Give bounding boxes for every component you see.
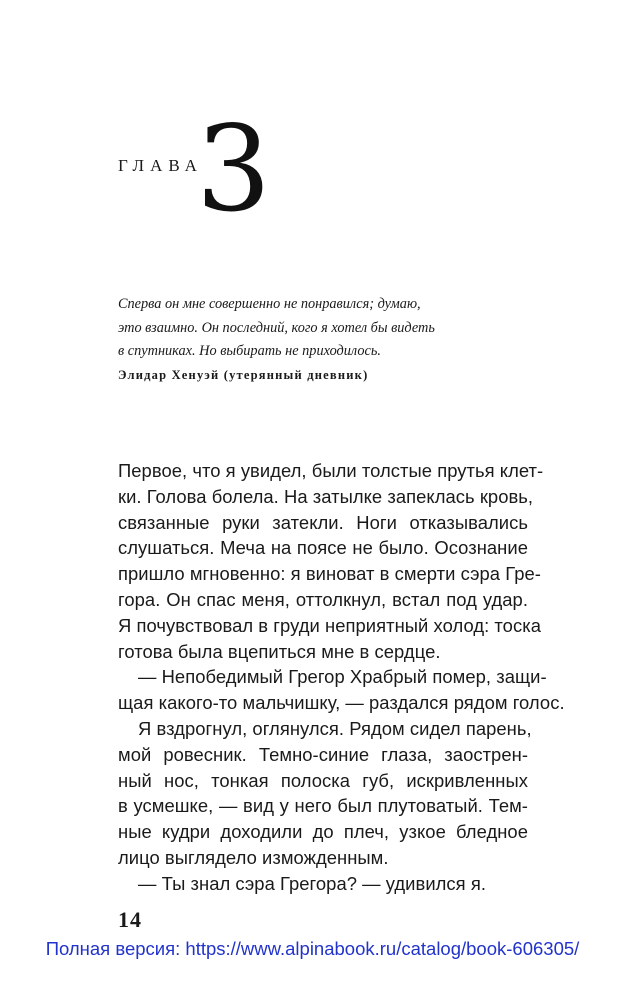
epigraph-line: в спутниках. Но выбирать не приходилось.	[118, 343, 381, 359]
full-version-link[interactable]: Полная версия: https://www.alpinabook.ru/catalog/book-606305/	[45, 938, 580, 959]
body-line: пришло мгновенно: я виноват в смерти сэра Гре-	[118, 563, 541, 585]
body-line: связанные руки затекли. Ноги отказывались	[118, 511, 528, 533]
body-line: ки. Голова болела. На затылке запеклась кровь,	[118, 485, 534, 507]
body-line: щая какого-то мальчишку, — раздался рядом голос.	[118, 692, 565, 714]
body-line: Я вздрогнул, оглянулся. Рядом сидел парень,	[138, 717, 532, 739]
epigraph-author: Элидар Хенуэй (утерянный дневник)	[118, 367, 369, 382]
body-line: лицо выглядело изможденным.	[118, 846, 389, 868]
epigraph	[118, 293, 518, 383]
body-line: — Непобедимый Грегор Храбрый помер, защи-	[138, 666, 547, 688]
chapter-number: 3	[196, 100, 272, 238]
page-number: 14	[118, 907, 142, 932]
body-line: гора. Он спас меня, оттолкнул, встал под удар.	[118, 588, 528, 610]
body-line: мой ровесник. Темно-синие глаза, заострен-	[118, 743, 528, 765]
epigraph-line: это взаимно. Он последний, кого я хотел бы видеть	[118, 319, 435, 336]
body-line: готова была вцепиться мне в сердце.	[118, 640, 441, 662]
body-line: слушаться. Меча на поясе не было. Осознание	[118, 537, 528, 559]
body-text	[118, 458, 565, 897]
body-line: ный нос, тонкая полоска губ, искривленных	[118, 769, 528, 791]
body-line: Первое, что я увидел, были толстые прутья клет-	[118, 460, 544, 481]
body-line: ные кудри доходили до плеч, узкое бледное	[118, 821, 528, 843]
body-line: Я почувствовал в груди неприятный холод: тоска	[118, 614, 541, 636]
body-line: в усмешке, — вид у него был плутоватый. Тем-	[118, 795, 528, 817]
epigraph-line: Сперва он мне совершенно не понравился; думаю,	[118, 296, 421, 312]
chapter-label: ГЛАВА	[118, 156, 203, 175]
body-line: — Ты знал сэра Грегора? — удивился я.	[138, 872, 487, 894]
